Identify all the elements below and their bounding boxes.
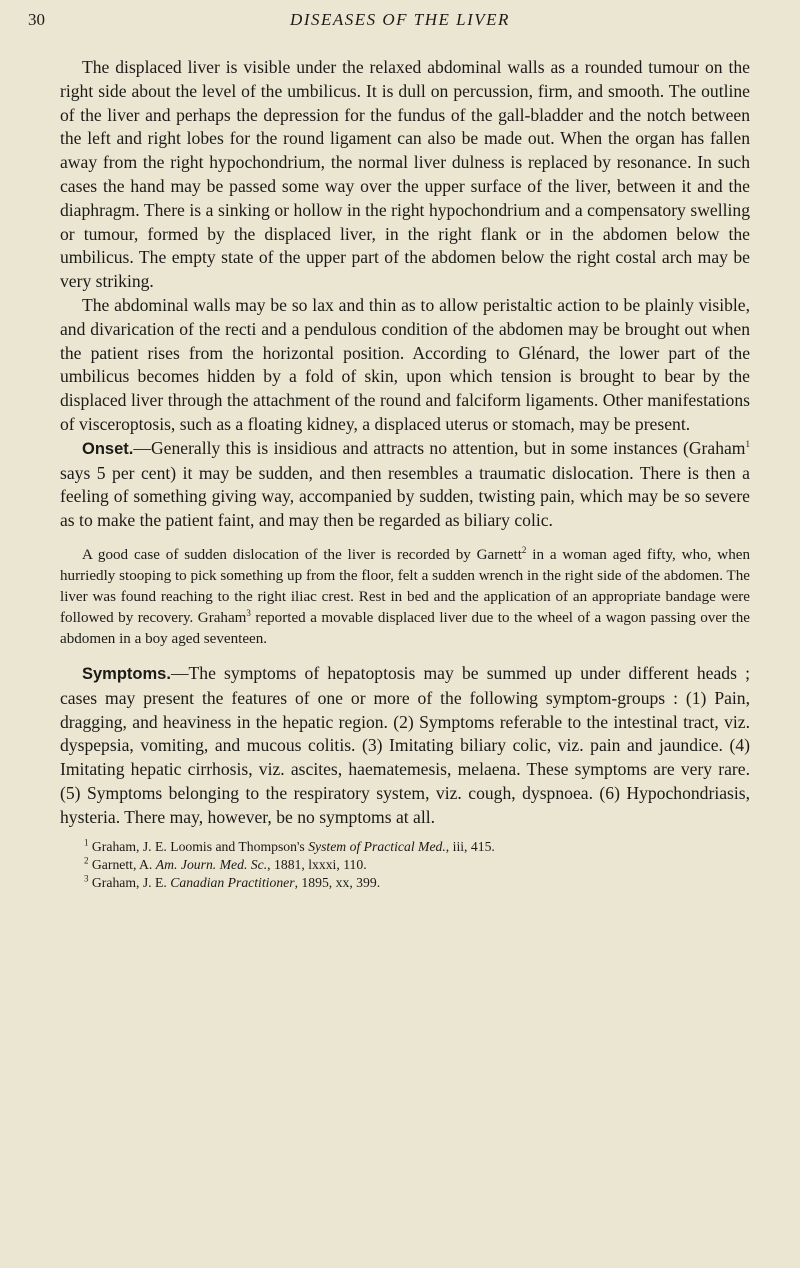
paragraph-abdominal-walls: The abdominal walls may be so lax and thin as to allow peristaltic action to be plainly visible, and divarication of the recti and a pendulous condition of the abdomen may be brought out when the patient rises from the horizontal position. According to Glénard, the lower part of the umbilicus becomes hidden by a fold of skin, upon which tension is brought to bear by the displaced liver through the attachment of the round and falciform ligaments. Other manifestations of visceroptosis, such as a floating kidney, a displaced uterus or stomach, may be present. [60, 294, 750, 434]
footnote-ref-1: 1 [745, 438, 750, 449]
symptoms-heading: Symptoms. [82, 664, 171, 683]
running-title: DISEASES OF THE LIVER [290, 10, 510, 29]
paragraph-symptoms: Symptoms.—The symptoms of hepatoptosis may be summed up under different heads ; cases may present the features of one or more of the following symptom-groups : (1) Pain, dragging, and heaviness in the hepatic region. (2) Symptoms referable to the intestinal tract, viz. dyspepsia, vomiting, and mucous colitis. (3) Imitating biliary colic, viz. pain and jaundice. (4) Imitating hepatic cirrhosis, viz. ascites, haematemesis, melaena. These symptoms are very rare. (5) Symptoms belonging to the respiratory system, viz. cough, dyspnoea. (6) Hypochondriasis, hysteria. There may, however, be no symptoms at all. [60, 662, 750, 827]
onset-heading: Onset. [82, 439, 134, 458]
footnote: $^3$ Graham, J. E. Canadian Practitioner, 1895, xx, 399. [84, 872, 381, 890]
footnote: $^2$ Garnett, A. Am. Journ. Med. Sc., 1881, lxxxi, 110. [84, 854, 367, 872]
paragraph-case-note: A good case of sudden dislocation of the liver is recorded by Garnett$^2$ in a woman aged fifty, who, when hurriedly stooping to pick something up from the floor, felt a sudden wrench in the right side of the abdomen. The liver was found reaching to the right iliac crest. Rest in bed and the application of an appropriate bandage were followed by recovery. Graham$^3$ reported a movable displaced liver due to the wheel of a wagon passing over the abdomen in a boy aged seventeen. [60, 544, 750, 647]
footnote-ref-2: 2 [521, 544, 527, 555]
footnote-ref-3: 3 [246, 607, 251, 618]
paragraph-onset: Onset.—Generally this is insidious and attracts no attention, but in some instances (Graham$^1$ says 5 per cent) it may be sudden, and then resembles a traumatic dislocation. There is then a feeling of something giving way, accompanied by sudden, twisting pain, which may be so severe as to make the patient faint, and may then be regarded as biliary colic. [60, 437, 750, 531]
footnote: $^1$ Graham, J. E. Loomis and Thompson's System of Practical Med., iii, 415. [84, 836, 495, 854]
page-number: 30 [28, 10, 45, 29]
page-header [28, 6, 772, 36]
page-body [60, 56, 750, 892]
paragraph-displaced-liver: The displaced liver is visible under the relaxed abdominal walls as a rounded tumour on the right side about the level of the umbilicus. It is dull on percussion, firm, and smooth. The outline of the liver and perhaps the depression for the fundus of the gall-bladder and the notch between the left and right lobes for the round ligament can also be made out. When the organ has fallen away from the right hypochondrium, the normal liver dulness is replaced by resonance. In such cases the hand may be passed some way over the upper surface of the liver, between it and the diaphragm. There is a sinking or hollow in the right hypochondrium and a compensatory swelling or tumour, formed by the displaced liver, in the right flank or in the abdomen below the umbilicus. The empty state of the upper part of the abdomen below the right costal arch may be very striking. [60, 57, 750, 292]
footnotes [60, 838, 750, 892]
